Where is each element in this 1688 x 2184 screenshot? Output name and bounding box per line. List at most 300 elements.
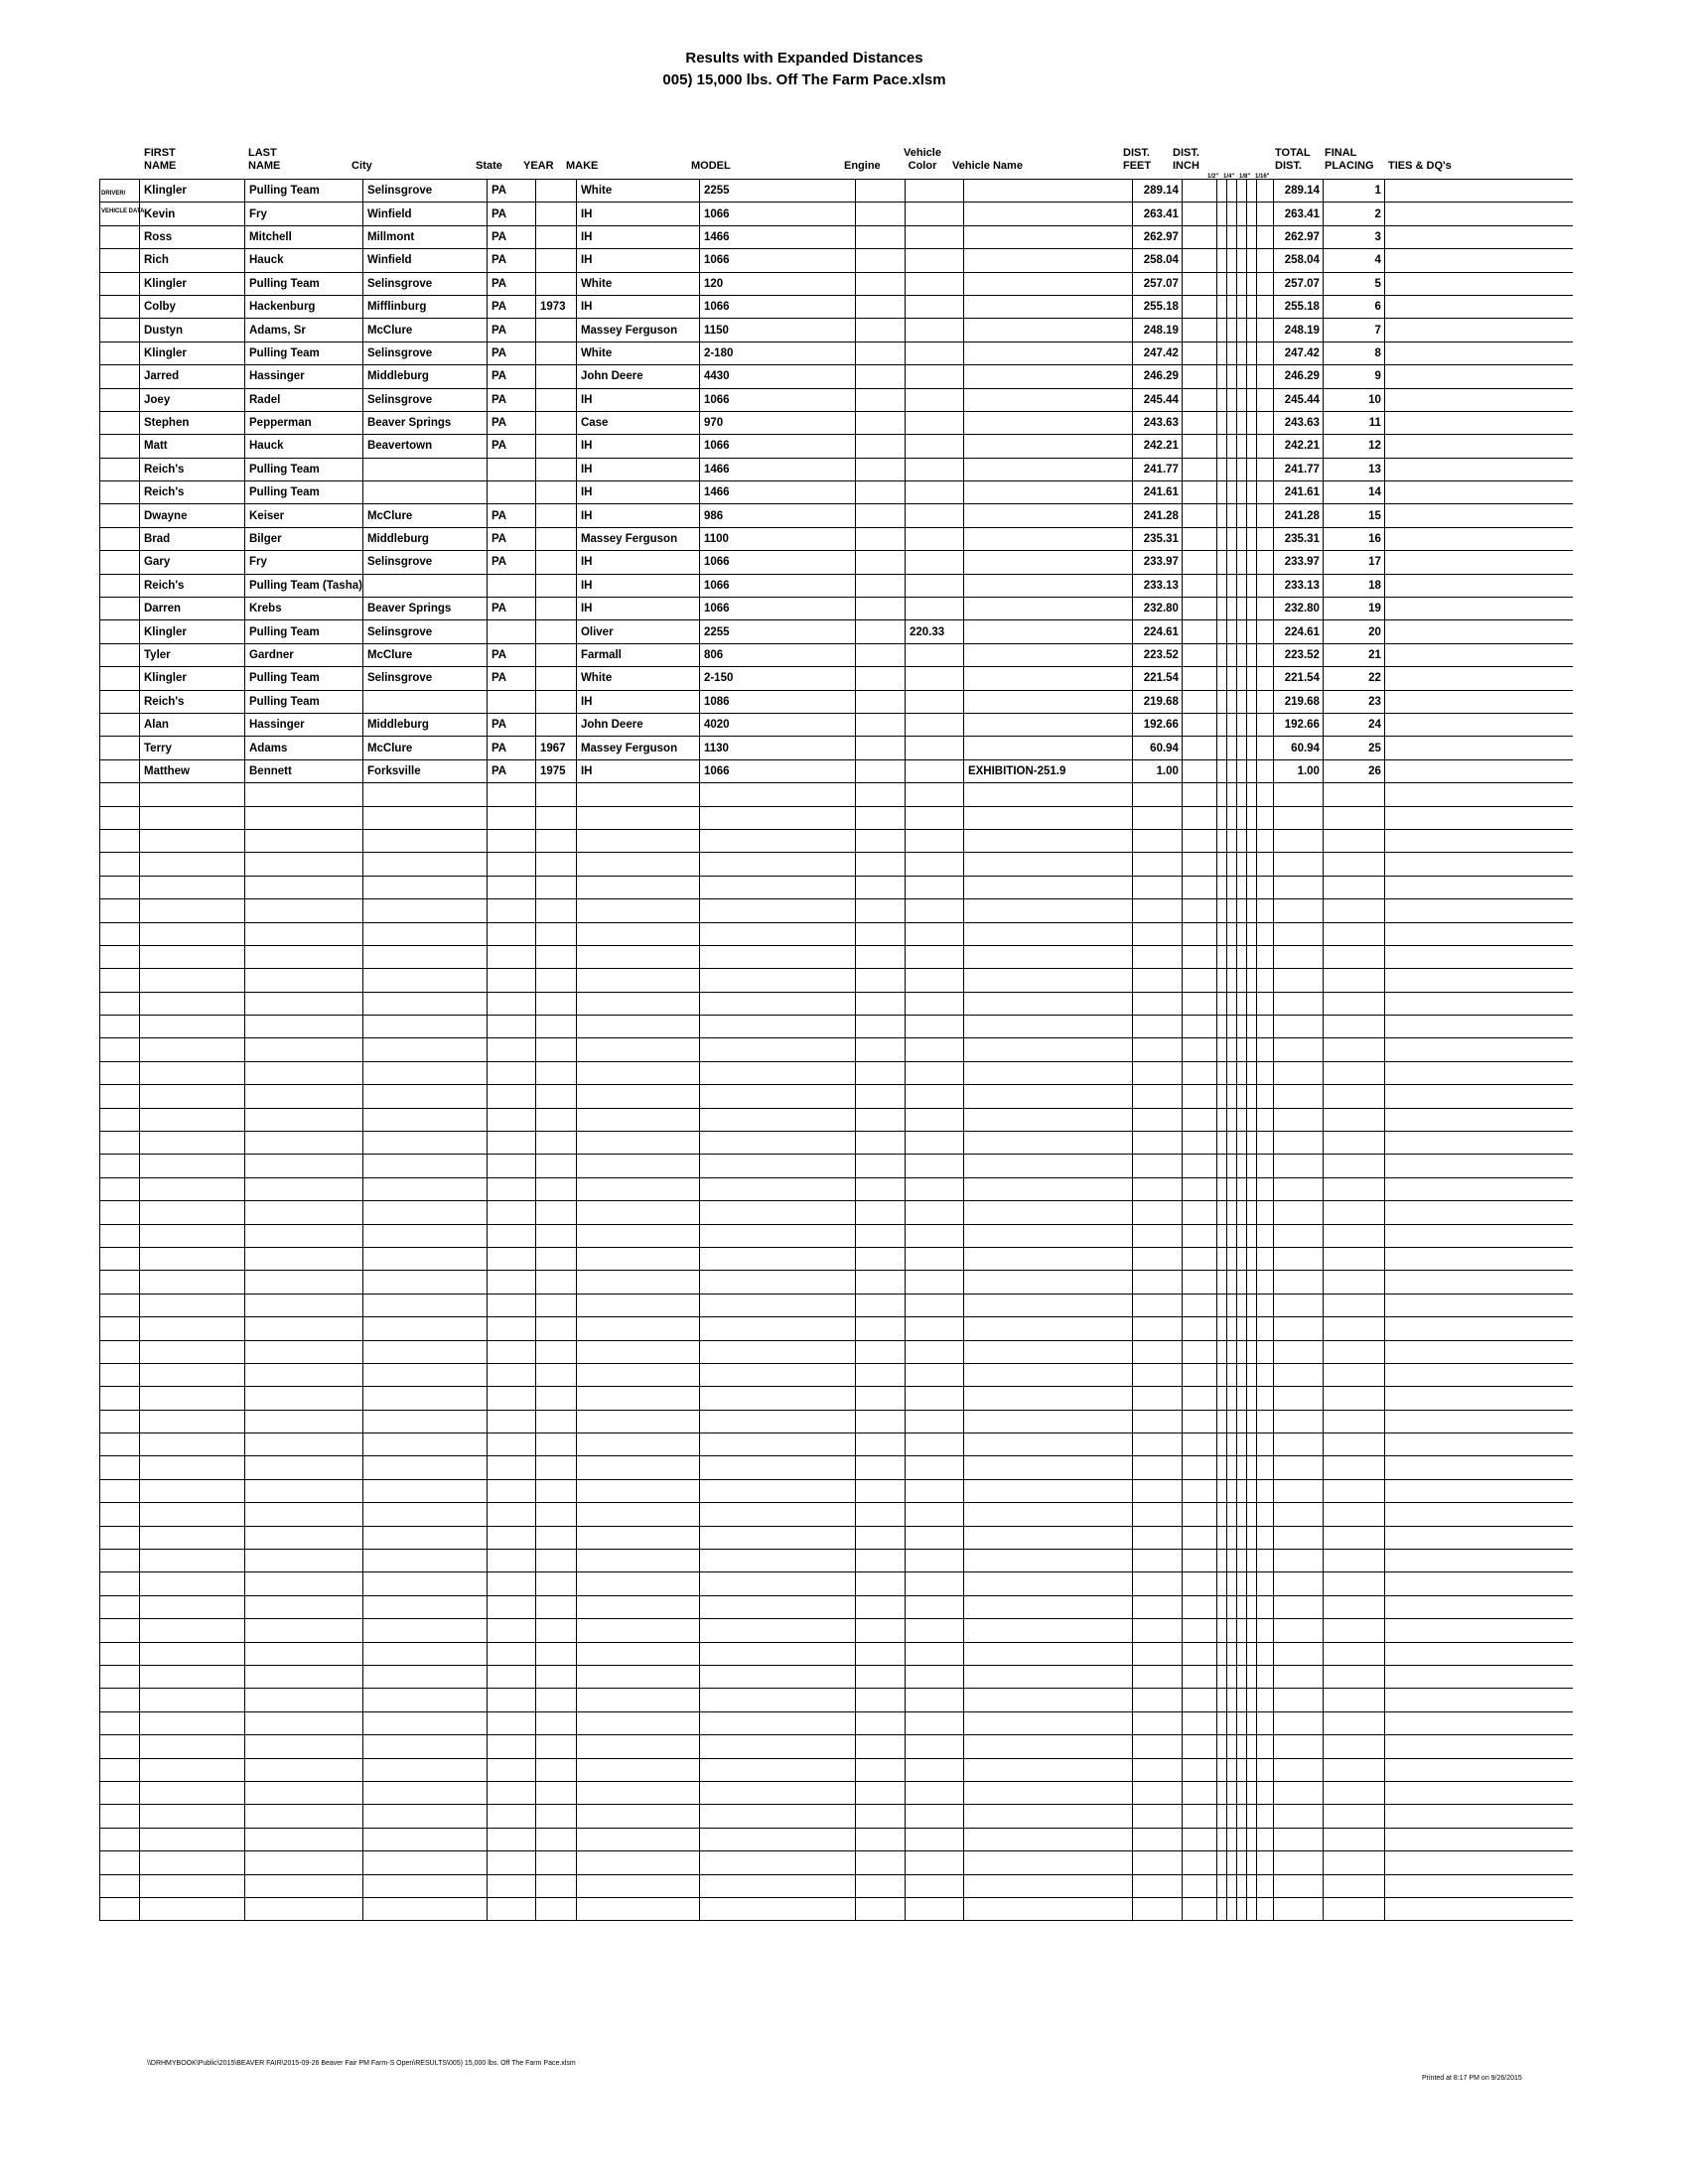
cell-feet: 242.21 [1132, 435, 1182, 458]
cell-f2 [1226, 1317, 1236, 1340]
cell-engine [855, 1433, 905, 1456]
cell-f1 [1216, 527, 1226, 550]
cell-engine [855, 1874, 905, 1897]
cell-engine [855, 1550, 905, 1572]
cell-feet [1132, 1433, 1182, 1456]
cell-drv [100, 341, 140, 364]
cell-f4 [1246, 504, 1256, 527]
cell-engine [855, 643, 905, 666]
cell-year [535, 922, 576, 945]
cell-vname [963, 1828, 1132, 1850]
cell-last: Hauck [245, 249, 363, 272]
cell-first [140, 1805, 245, 1828]
cell-first [140, 1294, 245, 1316]
header-make [566, 147, 598, 179]
cell-f2 [1226, 1503, 1236, 1526]
header-ties-label: TIES & DQ's [1388, 160, 1452, 172]
cell-color [905, 319, 963, 341]
cell-f5 [1256, 1897, 1273, 1920]
cell-f5 [1256, 458, 1273, 480]
cell-f5 [1256, 1224, 1273, 1247]
cell-last [245, 922, 363, 945]
cell-city: Selinsgrove [362, 272, 487, 295]
cell-vname [963, 1201, 1132, 1224]
cell-f5 [1256, 1456, 1273, 1479]
cell-engine [855, 1201, 905, 1224]
cell-last: Adams, Sr [245, 319, 363, 341]
cell-first [140, 1433, 245, 1456]
cell-drv [100, 527, 140, 550]
cell-vname [963, 1479, 1132, 1502]
blank-table-row [100, 1061, 1574, 1084]
cell-f5 [1256, 759, 1273, 782]
cell-first [140, 1224, 245, 1247]
cell-make: IH [576, 504, 699, 527]
cell-f1 [1216, 1201, 1226, 1224]
cell-drv [100, 481, 140, 504]
cell-engine [855, 1016, 905, 1038]
cell-last [245, 1224, 363, 1247]
header-engine-label: Engine [844, 160, 881, 172]
cell-year [535, 1085, 576, 1108]
cell-drv [100, 1711, 140, 1734]
cell-color [905, 1271, 963, 1294]
cell-f3 [1236, 806, 1246, 829]
cell-make [576, 1155, 699, 1177]
cell-f3 [1236, 249, 1246, 272]
cell-model [699, 1271, 855, 1294]
cell-color [905, 1061, 963, 1084]
cell-year [535, 1642, 576, 1665]
cell-f5 [1256, 1758, 1273, 1781]
blank-table-row [100, 992, 1574, 1015]
cell-first: Dustyn [140, 319, 245, 341]
cell-color [905, 458, 963, 480]
cell-last: Pulling Team [245, 341, 363, 364]
cell-make [576, 1363, 699, 1386]
cell-color [905, 1666, 963, 1689]
cell-f2 [1226, 1550, 1236, 1572]
cell-place: 15 [1323, 504, 1384, 527]
cell-f1 [1216, 574, 1226, 597]
cell-city [362, 1201, 487, 1224]
cell-vname [963, 1108, 1132, 1131]
cell-f3 [1236, 1874, 1246, 1897]
cell-inch [1182, 1108, 1216, 1131]
cell-last [245, 1735, 363, 1758]
cell-feet [1132, 1503, 1182, 1526]
cell-last: Pulling Team [245, 481, 363, 504]
cell-last [245, 1387, 363, 1410]
blank-table-row [100, 1387, 1574, 1410]
cell-year [535, 1526, 576, 1549]
cell-first [140, 1851, 245, 1874]
cell-f3 [1236, 180, 1246, 203]
cell-total [1273, 922, 1323, 945]
cell-f2 [1226, 1085, 1236, 1108]
cell-last: Keiser [245, 504, 363, 527]
cell-drv [100, 1016, 140, 1038]
cell-f5 [1256, 1340, 1273, 1363]
header-color-line2: Color [908, 160, 937, 172]
cell-f5 [1256, 1874, 1273, 1897]
cell-model: 1150 [699, 319, 855, 341]
cell-year [535, 225, 576, 248]
cell-ties [1384, 1456, 1573, 1479]
cell-f1 [1216, 272, 1226, 295]
cell-ties [1384, 1595, 1573, 1618]
cell-make [576, 1016, 699, 1038]
cell-f2 [1226, 1897, 1236, 1920]
cell-last: Gardner [245, 643, 363, 666]
cell-year [535, 899, 576, 922]
cell-inch [1182, 272, 1216, 295]
cell-place [1323, 1735, 1384, 1758]
cell-make [576, 1294, 699, 1316]
blank-table-row [100, 876, 1574, 898]
cell-last [245, 1317, 363, 1340]
cell-f5 [1256, 1805, 1273, 1828]
cell-color [905, 969, 963, 992]
cell-f4 [1246, 458, 1256, 480]
cell-city [362, 1781, 487, 1804]
cell-model [699, 1828, 855, 1850]
header-frac-half-label: 1/2" [1207, 174, 1219, 180]
table-row [100, 574, 1574, 597]
header-frac-eighth-label: 1/8" [1239, 174, 1251, 180]
cell-f2 [1226, 1038, 1236, 1061]
cell-feet: 258.04 [1132, 249, 1182, 272]
cell-state [487, 922, 535, 945]
cell-f1 [1216, 341, 1226, 364]
cell-state: PA [487, 365, 535, 388]
cell-vname [963, 1247, 1132, 1270]
cell-make: IH [576, 574, 699, 597]
cell-make [576, 1619, 699, 1642]
cell-year [535, 1851, 576, 1874]
cell-vname [963, 1363, 1132, 1386]
cell-inch [1182, 435, 1216, 458]
cell-vname [963, 1456, 1132, 1479]
cell-city [362, 1758, 487, 1781]
cell-engine [855, 759, 905, 782]
cell-last [245, 1781, 363, 1804]
cell-f3 [1236, 643, 1246, 666]
cell-model [699, 1433, 855, 1456]
cell-total [1273, 783, 1323, 806]
cell-f3 [1236, 667, 1246, 690]
cell-color [905, 829, 963, 852]
cell-f3 [1236, 1619, 1246, 1642]
cell-f2 [1226, 249, 1236, 272]
cell-f1 [1216, 806, 1226, 829]
cell-place [1323, 1433, 1384, 1456]
cell-make [576, 1595, 699, 1618]
cell-f4 [1246, 806, 1256, 829]
cell-f4 [1246, 1619, 1256, 1642]
cell-ties [1384, 1735, 1573, 1758]
cell-f3 [1236, 1433, 1246, 1456]
cell-model [699, 1317, 855, 1340]
cell-city [362, 1874, 487, 1897]
cell-f2 [1226, 1061, 1236, 1084]
cell-feet: 221.54 [1132, 667, 1182, 690]
cell-total [1273, 1433, 1323, 1456]
cell-f2 [1226, 1642, 1236, 1665]
cell-f4 [1246, 1410, 1256, 1433]
cell-first [140, 806, 245, 829]
blank-table-row [100, 1874, 1574, 1897]
cell-f1 [1216, 1155, 1226, 1177]
blank-table-row [100, 1247, 1574, 1270]
cell-f4 [1246, 1317, 1256, 1340]
cell-f4 [1246, 551, 1256, 574]
cell-make: IH [576, 295, 699, 318]
cell-engine [855, 551, 905, 574]
table-row [100, 643, 1574, 666]
cell-f4 [1246, 1016, 1256, 1038]
cell-f3 [1236, 1387, 1246, 1410]
cell-make [576, 806, 699, 829]
cell-f5 [1256, 1642, 1273, 1665]
cell-f2 [1226, 829, 1236, 852]
cell-f5 [1256, 667, 1273, 690]
cell-vname [963, 1781, 1132, 1804]
cell-feet: 224.61 [1132, 620, 1182, 643]
cell-f3 [1236, 1108, 1246, 1131]
cell-f3 [1236, 341, 1246, 364]
cell-year [535, 992, 576, 1015]
cell-vname [963, 992, 1132, 1015]
header-city-label: City [352, 160, 372, 172]
cell-year [535, 1061, 576, 1084]
cell-total [1273, 1758, 1323, 1781]
cell-f3 [1236, 992, 1246, 1015]
cell-feet [1132, 1781, 1182, 1804]
cell-first [140, 1758, 245, 1781]
cell-feet [1132, 1572, 1182, 1595]
cell-first [140, 1550, 245, 1572]
cell-total [1273, 1038, 1323, 1061]
cell-state: PA [487, 759, 535, 782]
cell-state: PA [487, 341, 535, 364]
cell-city: McClure [362, 737, 487, 759]
cell-f3 [1236, 759, 1246, 782]
cell-feet [1132, 1735, 1182, 1758]
cell-state [487, 1689, 535, 1711]
cell-f3 [1236, 1526, 1246, 1549]
cell-f3 [1236, 1851, 1246, 1874]
cell-f5 [1256, 620, 1273, 643]
cell-f5 [1256, 295, 1273, 318]
cell-make: Massey Ferguson [576, 737, 699, 759]
cell-feet [1132, 1224, 1182, 1247]
cell-ties [1384, 783, 1573, 806]
cell-color [905, 1781, 963, 1804]
blank-table-row [100, 1595, 1574, 1618]
cell-drv [100, 1572, 140, 1595]
cell-engine [855, 1340, 905, 1363]
cell-state [487, 481, 535, 504]
cell-year [535, 319, 576, 341]
cell-f4 [1246, 969, 1256, 992]
cell-model [699, 1387, 855, 1410]
cell-state: PA [487, 737, 535, 759]
cell-feet: 241.77 [1132, 458, 1182, 480]
cell-place [1323, 1689, 1384, 1711]
cell-city: Selinsgrove [362, 388, 487, 411]
cell-f5 [1256, 806, 1273, 829]
cell-total [1273, 1479, 1323, 1502]
cell-total [1273, 1851, 1323, 1874]
cell-f1 [1216, 1108, 1226, 1131]
cell-f5 [1256, 1410, 1273, 1433]
cell-f3 [1236, 945, 1246, 968]
cell-year [535, 388, 576, 411]
cell-year [535, 1317, 576, 1340]
cell-inch [1182, 1897, 1216, 1920]
cell-last [245, 1410, 363, 1433]
cell-feet [1132, 876, 1182, 898]
cell-make [576, 1085, 699, 1108]
cell-f5 [1256, 1689, 1273, 1711]
cell-f4 [1246, 690, 1256, 713]
cell-ties [1384, 922, 1573, 945]
cell-state [487, 1897, 535, 1920]
cell-place: 17 [1323, 551, 1384, 574]
cell-state: PA [487, 667, 535, 690]
cell-total [1273, 853, 1323, 876]
cell-f4 [1246, 1155, 1256, 1177]
cell-drv [100, 1689, 140, 1711]
cell-f5 [1256, 435, 1273, 458]
blank-table-row [100, 1201, 1574, 1224]
cell-total: 248.19 [1273, 319, 1323, 341]
cell-ties [1384, 1155, 1573, 1177]
cell-make: White [576, 272, 699, 295]
cell-model: 1466 [699, 458, 855, 480]
cell-feet [1132, 1155, 1182, 1177]
cell-city [362, 783, 487, 806]
cell-drv [100, 1387, 140, 1410]
cell-f5 [1256, 1781, 1273, 1804]
cell-f2 [1226, 1851, 1236, 1874]
cell-total [1273, 1689, 1323, 1711]
cell-f2 [1226, 365, 1236, 388]
table-row [100, 481, 1574, 504]
cell-place: 5 [1323, 272, 1384, 295]
cell-engine [855, 458, 905, 480]
cell-city [362, 1363, 487, 1386]
cell-ties [1384, 1016, 1573, 1038]
cell-f2 [1226, 551, 1236, 574]
cell-vname [963, 806, 1132, 829]
cell-year [535, 1108, 576, 1131]
cell-f4 [1246, 365, 1256, 388]
cell-inch [1182, 1851, 1216, 1874]
cell-state [487, 1479, 535, 1502]
cell-inch [1182, 737, 1216, 759]
cell-f1 [1216, 1503, 1226, 1526]
cell-ties [1384, 806, 1573, 829]
cell-first [140, 945, 245, 968]
cell-place [1323, 1085, 1384, 1108]
cell-f2 [1226, 1340, 1236, 1363]
cell-color [905, 388, 963, 411]
cell-vname [963, 1503, 1132, 1526]
cell-f2 [1226, 1805, 1236, 1828]
cell-state: PA [487, 713, 535, 736]
cell-city [362, 1085, 487, 1108]
cell-make [576, 1550, 699, 1572]
cell-model [699, 853, 855, 876]
cell-place: 8 [1323, 341, 1384, 364]
cell-city [362, 1550, 487, 1572]
cell-make [576, 1387, 699, 1410]
cell-year [535, 203, 576, 225]
cell-f2 [1226, 411, 1236, 434]
cell-color [905, 1735, 963, 1758]
cell-color [905, 1828, 963, 1850]
cell-f2 [1226, 504, 1236, 527]
cell-f5 [1256, 341, 1273, 364]
cell-f4 [1246, 1735, 1256, 1758]
cell-last [245, 1016, 363, 1038]
cell-vname [963, 620, 1132, 643]
cell-color [905, 945, 963, 968]
cell-inch [1182, 295, 1216, 318]
cell-f4 [1246, 1503, 1256, 1526]
blank-table-row [100, 1016, 1574, 1038]
cell-color [905, 365, 963, 388]
cell-f3 [1236, 1085, 1246, 1108]
cell-color [905, 783, 963, 806]
cell-f2 [1226, 1294, 1236, 1316]
cell-f1 [1216, 1666, 1226, 1689]
cell-place: 2 [1323, 203, 1384, 225]
cell-total: 192.66 [1273, 713, 1323, 736]
cell-f3 [1236, 1689, 1246, 1711]
cell-f5 [1256, 853, 1273, 876]
cell-f5 [1256, 388, 1273, 411]
cell-f1 [1216, 388, 1226, 411]
cell-color [905, 1340, 963, 1363]
cell-make [576, 945, 699, 968]
table-row [100, 435, 1574, 458]
cell-drv [100, 1758, 140, 1781]
cell-model [699, 1897, 855, 1920]
cell-total [1273, 1155, 1323, 1177]
cell-city: McClure [362, 643, 487, 666]
cell-make: Farmall [576, 643, 699, 666]
cell-last: Hackenburg [245, 295, 363, 318]
cell-engine [855, 992, 905, 1015]
cell-f2 [1226, 574, 1236, 597]
cell-place: 21 [1323, 643, 1384, 666]
cell-ties [1384, 504, 1573, 527]
cell-last [245, 1085, 363, 1108]
table-row [100, 620, 1574, 643]
cell-f5 [1256, 1526, 1273, 1549]
cell-drv [100, 365, 140, 388]
cell-make [576, 1503, 699, 1526]
cell-ties [1384, 574, 1573, 597]
cell-total: 255.18 [1273, 295, 1323, 318]
cell-engine [855, 1689, 905, 1711]
cell-f4 [1246, 527, 1256, 550]
cell-engine [855, 1177, 905, 1200]
cell-drv [100, 876, 140, 898]
